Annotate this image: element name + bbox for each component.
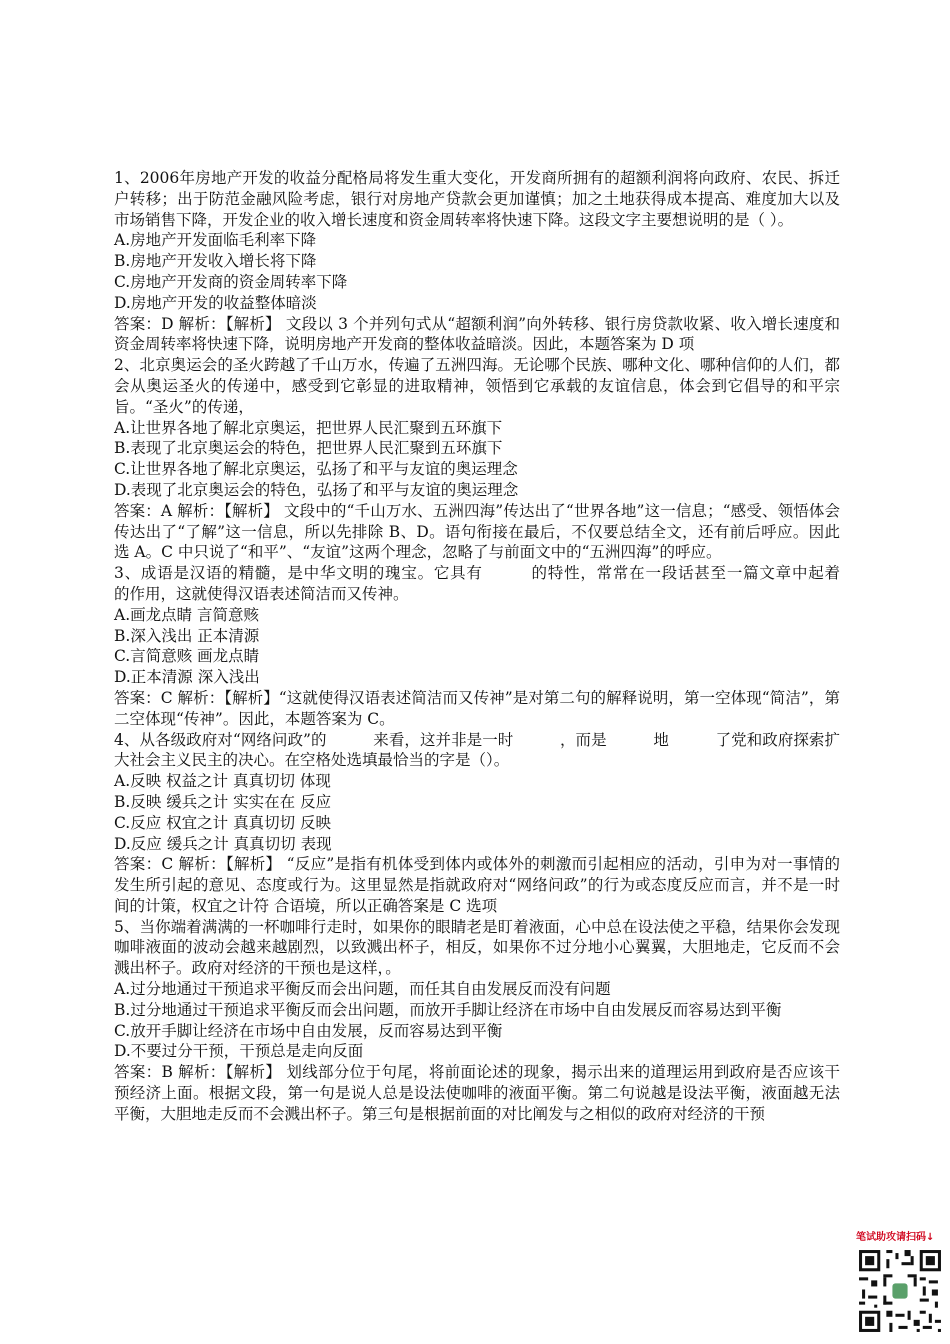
- question-1-option-c: C.房地产开发商的资金周转率下降: [114, 272, 348, 291]
- question-2-answer: 答案：A 解析：【解析】 文段中的“千山万水、五洲四海”传达出了“世界各地”这一信息；“感受、领悟体会传达出了“了解”这一信息，所以先排除 B、D。语句衔接在最后，不仅要总结全文，还有前后呼应。因此选 A。C 中只说了“和平”、“友谊”这两个理念，忽略了与前面文中的“五洲四海”的呼应。: [114, 501, 840, 562]
- question-2-stem: 2、北京奥运会的圣火跨越了千山万水，传遍了五洲四海。无论哪个民族、哪种文化、哪种信仰的人们，都会从奥运圣火的传递中，感受到它彰显的进取精神，领悟到它承载的友谊信息，体会到它倡导的和平宗旨。“圣火”的传递，: [114, 356, 840, 416]
- question-1-option-d: D.房地产开发的收益整体暗淡: [114, 293, 317, 312]
- question-4-option-d: D.反应 缓兵之计 真真切切 表现: [114, 834, 332, 853]
- question-3-answer: 答案：C 解析：【解析】“这就使得汉语表述简洁而又传神”是对第二句的解释说明，第一空体现“简洁”，第二空体现“传神”。因此，本题答案为 C。: [114, 688, 840, 728]
- question-5-stem: 5、当你端着满满的一杯咖啡行走时，如果你的眼睛老是盯着液面，心中总在设法使之平稳，结果你会发现咖啡液面的波动会越来越剧烈，以致溅出杯子，相反，如果你不过分地小心翼翼，大胆地走，它反而不会溅出杯子。政府对经济的干预也是这样，。: [114, 917, 840, 978]
- question-5-option-a: A.过分地通过干预追求平衡反而会出问题，而任其自由发展反而没有问题: [114, 980, 611, 999]
- question-2-option-a: A.让世界各地了解北京奥运，把世界人民汇聚到五环旗下: [114, 418, 503, 437]
- question-list: [114, 168, 887, 1125]
- question-2-option-c: C.让世界各地了解北京奥运，弘扬了和平与友谊的奥运理念: [114, 460, 518, 479]
- question-2-option-b: B.表现了北京奥运会的特色，把世界人民汇聚到五环旗下: [114, 439, 503, 458]
- qr-code-icon: [856, 1247, 944, 1335]
- question-5-option-c: C.放开手脚让经济在市场中自由发展，反而容易达到平衡: [114, 1021, 503, 1040]
- qr-code-block[interactable]: [856, 1232, 948, 1342]
- question-2-option-d: D.表现了北京奥运会的特色，弘扬了和平与友谊的奥运理念: [114, 480, 519, 499]
- question-1-option-a: A.房地产开发面临毛利率下降: [114, 231, 317, 250]
- question-3-option-c: C.言简意赅 画龙点睛: [114, 647, 260, 666]
- question-4-answer: 答案：C 解析：【解析】 “反应”是指有机体受到体内或体外的刺激而引起相应的活动，引申为对一事情的发生所引起的意见、态度或行为。这里显然是指就政府对“网络问政”的行为或态度反应而言，并不是一时间的计策，权宜之计符 合语境，所以正确答案是 C 选项: [114, 855, 840, 915]
- question-1-option-b: B.房地产开发收入增长将下降: [114, 252, 317, 271]
- question-4-option-a: A.反映 权益之计 真真切切 体现: [114, 772, 331, 791]
- question-3-option-d: D.正本清源 深入浅出: [114, 668, 260, 687]
- question-5-answer: 答案：B 解析：【解析】 划线部分位于句尾，将前面论述的现象，揭示出来的道理运用到政府是否应该干预经济上面。根据文段，第一句是说人总是设法使咖啡的液面平衡。第二句说越是设法平衡，液面越无法平衡，大胆地走反而不会溅出杯子。第三句是根据前面的对比阐发与之相似的政府对经济的干预: [114, 1063, 840, 1123]
- question-5-option-d: D.不要过分干预，干预总是走向反面: [114, 1042, 364, 1061]
- question-4-stem: 4、从各级政府对“网络问政”的 来看，这并非是一时 ，而是 地 了党和政府探索扩大社会主义民主的决心。在空格处选填最恰当的字是（）。: [114, 730, 840, 770]
- question-4-option-b: B.反映 缓兵之计 实实在在 反应: [114, 792, 332, 811]
- question-3-option-a: A.画龙点睛 言简意赅: [114, 605, 260, 624]
- qr-caption: 笔试助攻请扫码↓: [856, 1232, 935, 1243]
- question-3-stem: 3、成语是汉语的精髓，是中华文明的瑰宝。它具有 的特性，常常在一段话甚至一篇文章中起着 的作用，这就使得汉语表述简洁而又传神。: [114, 564, 887, 603]
- question-5-option-b: B.过分地通过干预追求平衡反而会出问题，而放开手脚让经济在市场中自由发展反而容易达到平衡: [114, 1000, 782, 1019]
- question-3-option-b: B.深入浅出 正本清源: [114, 626, 260, 645]
- question-4-option-c: C.反应 权宜之计 真真切切 反映: [114, 813, 332, 832]
- question-1-stem: 1、2006年房地产开发的收益分配格局将发生重大变化，开发商所拥有的超额利润将向政府、农民、拆迁户转移；出于防范金融风险考虑，银行对房地产贷款会更加谨慎；加之土地获得成本提高、难度加大以及市场销售下降，开发企业的收入增长速度和资金周转率将快速下降。这段文字主要想说明的是（ ）。: [114, 169, 840, 229]
- question-1-answer: 答案：D 解析：【解析】 文段以 3 个并列句式从“超额利润”向外转移、银行房贷款收紧、收入增长速度和资金周转率将快速下降，说明房地产开发商的整体收益暗淡。因此，本题答案为 D 项: [114, 314, 840, 354]
